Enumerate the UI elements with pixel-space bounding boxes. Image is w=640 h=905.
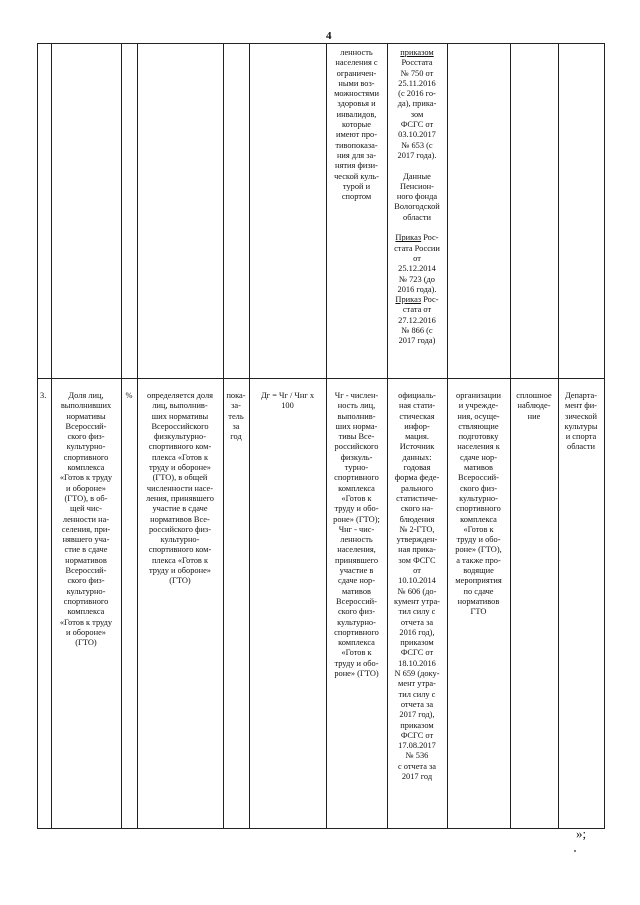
formula-cell: Дг = Чг / Чнг х 100 [260,391,315,411]
order-link[interactable]: приказом [400,48,434,57]
periodicity-cell: пока- за- тель за год [226,391,246,442]
col-border [121,43,122,829]
method-cell: сплошное наблюде- ние [516,391,552,421]
table-top-border [37,43,604,44]
col-border [37,43,38,829]
unit-cell: % [125,391,133,400]
page-number: 4 [326,30,332,42]
col-border [249,43,250,829]
scan-speck [574,850,576,852]
col-border [510,43,511,829]
variables-cell: Чг - числен- ность лиц, выполнив- ших норма- тивы Все- российского физкуль- турно- спортивного комплекса «Готов к труду и обо- роне» (ГТО); Чнг - чис- ленность населения, принявшего участие в сдаче нор- мативов Всероссий- ского физ- культурно- спортивного комплекса «Готов к труду и обо- роне» (ГТО) [333,391,380,679]
row-divider [37,378,604,379]
order-link[interactable]: Приказ [395,233,422,243]
row1-variables-cell: ленность населения с ограничен- ными воз- можностями здоровья и инвалидов, которые имеют про- тивопоказа- ния для за- нятия физи- ческой куль- турой и спортом [334,48,379,202]
col-border [604,43,605,829]
row1-source-cell: приказом Росстата № 750 от 25.11.2016 (с 2016 го- да), прика- зом ФСГС от 03.10.2017 № 653 (с 2017 года). Данные Пенсион- ного фонда Вологодской области Приказ Рос- стата России от 25.12.2014 № 723 (до 2016 года). Приказ Рос- стата от 27.12.2016 № 866 (с 2017 года) [394,48,440,346]
source-cell: официаль- ная стати- стическая инфор- мация. Источник данных: годовая форма феде- рального статистиче- ского на- блюдения № 2-ГТО, утвержден- ная прика- зом ФСГС от 10.10.2014 № 606 (до- кумент утра- тил силу с отчета за 2016 год), приказом ФСГС от 18.10.2016 N 659 (доку- мент утра- тил силу с отчета за 2017 год), приказом ФСГС от 17.08.2017 № 536 с отчета за 2017 год [394,391,440,781]
order-link[interactable]: Приказ [395,295,422,305]
table-bottom-border [37,828,604,829]
definition-cell: определяется доля лиц, выполнив- ших нормативы Всероссийского физкультурно- спортивного ком- плекса «Готов к труду и обороне» (ГТО), в общей численности насе- ления, принявшего участие в сдаче нормативов Все- российского физ- культурно- спортивного ком- плекса «Готов к труду и обороне» (ГТО) [146,391,214,586]
closing-quote: »; [576,826,587,841]
row-number: 3. [40,391,47,400]
indicator-name: Доля лиц, выполнивших нормативы Всероссий- ского физ- культурно- спортивного комплекса «Готов к труду и обороне» (ГТО), в об- щей чис- ленности на- селения, при- нявшего уча- стие в сдаче нормативов Всероссий- ского физ- культурно- спортивного комплекса «Готов к труду и обороне» (ГТО) [59,391,113,648]
responsible-cell: организации и учрежде- ния, осуще- ствляющие подготовку населения к сдаче нор- мативов Всероссий- ского физ- культурно- спортивного комплекса «Готов к труду и обо- роне» (ГТО), а также про- водящие мероприятия по сдаче нормативов ГТО [455,391,502,617]
department-cell: Департа- мент фи- зической культуры и спорта области [564,391,598,452]
